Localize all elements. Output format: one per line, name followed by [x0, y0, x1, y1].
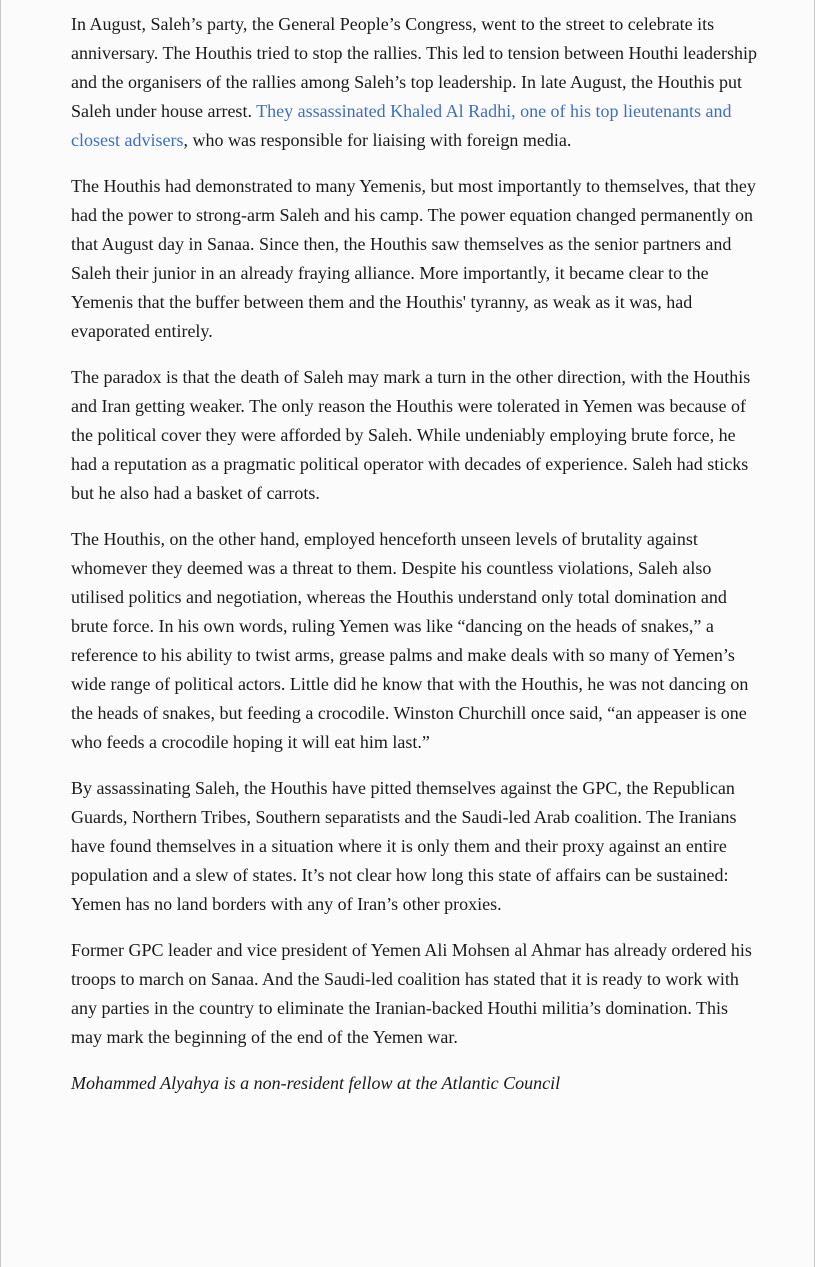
author-byline: Mohammed Alyahya is a non-resident fellow at the Atlantic Council [71, 1073, 561, 1093]
khaled-al-radhi-link[interactable]: They assassinated Khaled Al Radhi, one of his top lieutenants and closest advisers [71, 101, 732, 150]
paragraph-1-text-before: In August, Saleh’s party, the General People’s Congress, went to the street to celebrate its anniversary. The Houthis tried to stop the rallies. This led to tension between Houthi leadership and the organisers of the rallies among Saleh’s top leadership. In late August, the Houthis put Saleh under house arrest. [71, 14, 758, 121]
paragraph-3: The paradox is that the death of Saleh may mark a turn in the other direction, with the Houthis and Iran getting weaker. The only reason the Houthis were tolerated in Yemen was because of the political cover they were afforded by Saleh. While undeniably employing brute force, he had a reputation as a pragmatic political operator with decades of experience. Saleh had sticks but he also had a basket of carrots. [71, 367, 751, 503]
paragraph-1 [71, 10, 761, 155]
article-body [71, 10, 761, 1115]
paragraph-4: The Houthis, on the other hand, employed henceforth unseen levels of brutality against whomever they deemed was a threat to them. Despite his countless violations, Saleh also utilised politics and negotiation, whereas the Houthis understand only total domination and brute force. In his own words, ruling Yemen was like “dancing on the heads of snakes,” a reference to his ability to twist arms, grease palms and make deals with so many of Yemen’s wide range of political actors. Little did he know that with the Houthis, he was not dancing on the heads of snakes, but feeding a crocodile. Winston Churchill once said, “an appeaser is one who feeds a crocodile hoping it will eat him last.” [71, 529, 749, 752]
paragraph-6: Former GPC leader and vice president of Yemen Ali Mohsen al Ahmar has already ordered his troops to march on Sanaa. And the Saudi-led coalition has stated that it is ready to work with any parties in the country to eliminate the Iranian-backed Houthi militia’s domination. This may mark the beginning of the end of the Yemen war. [71, 940, 752, 1047]
paragraph-5: By assassinating Saleh, the Houthis have pitted themselves against the GPC, the Republican Guards, Northern Tribes, Southern separatists and the Saudi-led Arab coalition. The Iranians have found themselves in a situation where it is only them and their proxy against an entire population and a slew of states. It’s not clear how long this state of affairs can be sustained: Yemen has no land borders with any of Iran’s other proxies. [71, 778, 737, 914]
paragraph-1-text-after: , who was responsible for liaising with foreign media. [183, 130, 572, 150]
paragraph-2: The Houthis had demonstrated to many Yemenis, but most importantly to themselves, that they had the power to strong-arm Saleh and his camp. The power equation changed permanently on that August day in Sanaa. Since then, the Houthis saw themselves as the senior partners and Saleh their junior in an already fraying alliance. More importantly, it became clear to the Yemenis that the buffer between them and the Houthis' tyranny, as weak as it was, had evaporated entirely. [71, 176, 756, 341]
